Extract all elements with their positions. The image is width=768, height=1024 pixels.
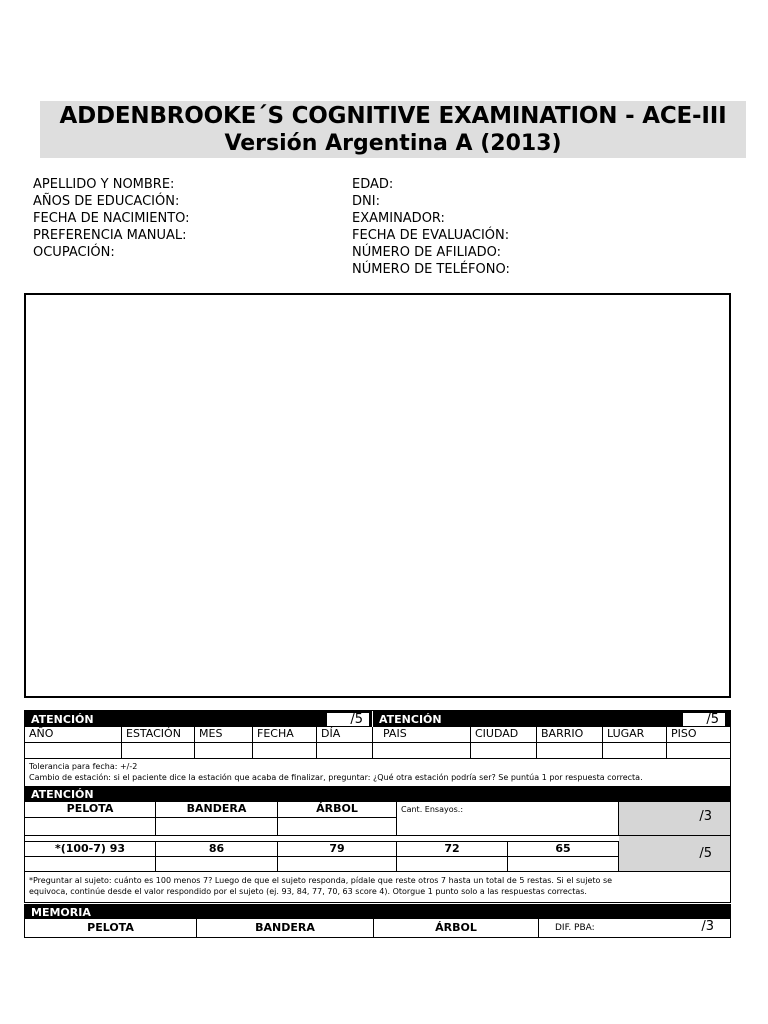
orientation-time-score: /5 <box>327 713 369 726</box>
serial-note-line2: equivoca, continúe desde el valor respondido por el sujeto (ej. 93, 84, 77, 70, 63 score 4). Otorgue 1 punto solo a las respuestas correctas. <box>29 887 587 896</box>
field-dni-label: DNI: <box>352 194 380 209</box>
memory-word-tree: ÁRBOL <box>374 919 539 937</box>
col-year: AÑO <box>25 727 122 743</box>
col-date: FECHA <box>253 727 317 743</box>
orientation-note-season: Cambio de estación: si el paciente dice la estación que acaba de finalizar, preguntar: ¿Qué otra estación podría ser? Se puntúa 1 por respuesta correcta. <box>29 773 643 782</box>
answer-city[interactable] <box>471 743 537 759</box>
memory-dif-label: DIF. PBA: <box>555 923 595 933</box>
answer-day[interactable] <box>317 743 373 759</box>
field-education-label: AÑOS DE EDUCACIÓN: <box>33 194 180 209</box>
col-season: ESTACIÓN <box>122 727 195 743</box>
col-neighborhood: BARRIO <box>537 727 603 743</box>
memory-word-ball: PELOTA <box>25 919 197 937</box>
orientation-place-score: /5 <box>683 713 725 726</box>
orientation-place-header <box>373 711 730 727</box>
memory-section <box>24 904 731 938</box>
title-banner <box>40 101 746 158</box>
serial-answer-86[interactable] <box>156 857 278 872</box>
answer-year[interactable] <box>25 743 122 759</box>
field-occupation-label: OCUPACIÓN: <box>33 245 115 260</box>
serial-score-value: /5 <box>699 846 712 861</box>
registration-trials-field[interactable] <box>397 802 619 836</box>
registration-answer-ball[interactable] <box>25 818 156 836</box>
registration-word-tree: ÁRBOL <box>278 802 397 818</box>
answer-month[interactable] <box>195 743 253 759</box>
memory-title: MEMORIA <box>31 906 91 919</box>
patient-info-left <box>33 176 190 261</box>
serial-note-line1: *Preguntar al sujeto: cuánto es 100 menos 7? Luego de que el sujeto responda, pídale que reste otros 7 hasta un total de 5 restas. Si el sujeto se <box>29 876 613 885</box>
col-day: DÍA <box>317 727 373 743</box>
field-affiliate-label: NÚMERO DE AFILIADO: <box>352 245 501 260</box>
orientation-place-title: ATENCIÓN <box>379 713 442 726</box>
orientation-time-header <box>25 711 372 727</box>
col-floor: PISO <box>667 727 730 743</box>
serial-item-65: 65 <box>508 842 619 857</box>
registration-answer-flag[interactable] <box>156 818 278 836</box>
memory-word-flag: BANDERA <box>197 919 374 937</box>
field-eval-date-label: FECHA DE EVALUACIÓN: <box>352 228 510 243</box>
serial-score <box>619 836 730 872</box>
memory-dif-field[interactable] <box>539 919 730 937</box>
registration-word-flag: BANDERA <box>156 802 278 818</box>
registration-word-ball: PELOTA <box>25 802 156 818</box>
serial-item-93: *(100-7) 93 <box>25 842 156 857</box>
registration-score <box>619 802 730 836</box>
orientation-note-tolerance: Tolerancia para fecha: +/-2 <box>29 762 138 771</box>
memory-score: /3 <box>701 919 714 934</box>
patient-info-right <box>352 176 510 278</box>
answer-floor[interactable] <box>667 743 730 759</box>
orientation-time-title: ATENCIÓN <box>31 713 94 726</box>
answer-neighborhood[interactable] <box>537 743 603 759</box>
memory-header <box>25 905 730 919</box>
field-name-label: APELLIDO Y NOMBRE: <box>33 177 175 192</box>
registration-trials-label: Cant. Ensayos.: <box>401 805 464 814</box>
col-city: CIUDAD <box>471 727 537 743</box>
field-phone-label: NÚMERO DE TELÉFONO: <box>352 262 510 277</box>
serial-answer-93[interactable] <box>25 857 156 872</box>
serial-answer-72[interactable] <box>397 857 508 872</box>
col-place: LUGAR <box>603 727 667 743</box>
field-age-label: EDAD: <box>352 177 394 192</box>
answer-place[interactable] <box>603 743 667 759</box>
answer-season[interactable] <box>122 743 195 759</box>
field-birthdate-label: FECHA DE NACIMIENTO: <box>33 211 190 226</box>
registration-answer-tree[interactable] <box>278 818 397 836</box>
col-country: PAIS <box>373 727 471 743</box>
serial-item-72: 72 <box>397 842 508 857</box>
registration-score-value: /3 <box>699 809 712 824</box>
col-month: MES <box>195 727 253 743</box>
field-examiner-label: EXAMINADOR: <box>352 211 445 226</box>
answer-date[interactable] <box>253 743 317 759</box>
registration-header <box>25 787 730 802</box>
orientation-section <box>24 710 731 787</box>
answer-country[interactable] <box>373 743 471 759</box>
drawing-area[interactable] <box>24 293 731 698</box>
registration-title: ATENCIÓN <box>31 788 94 801</box>
document-title: ADDENBROOKE´S COGNITIVE EXAMINATION - ACE-III <box>59 103 727 129</box>
attention-section <box>24 786 731 903</box>
serial-item-79: 79 <box>278 842 397 857</box>
serial-answer-79[interactable] <box>278 857 397 872</box>
serial-answer-65[interactable] <box>508 857 619 872</box>
serial-item-86: 86 <box>156 842 278 857</box>
document-subtitle: Versión Argentina A (2013) <box>224 131 562 156</box>
field-handedness-label: PREFERENCIA MANUAL: <box>33 228 187 243</box>
